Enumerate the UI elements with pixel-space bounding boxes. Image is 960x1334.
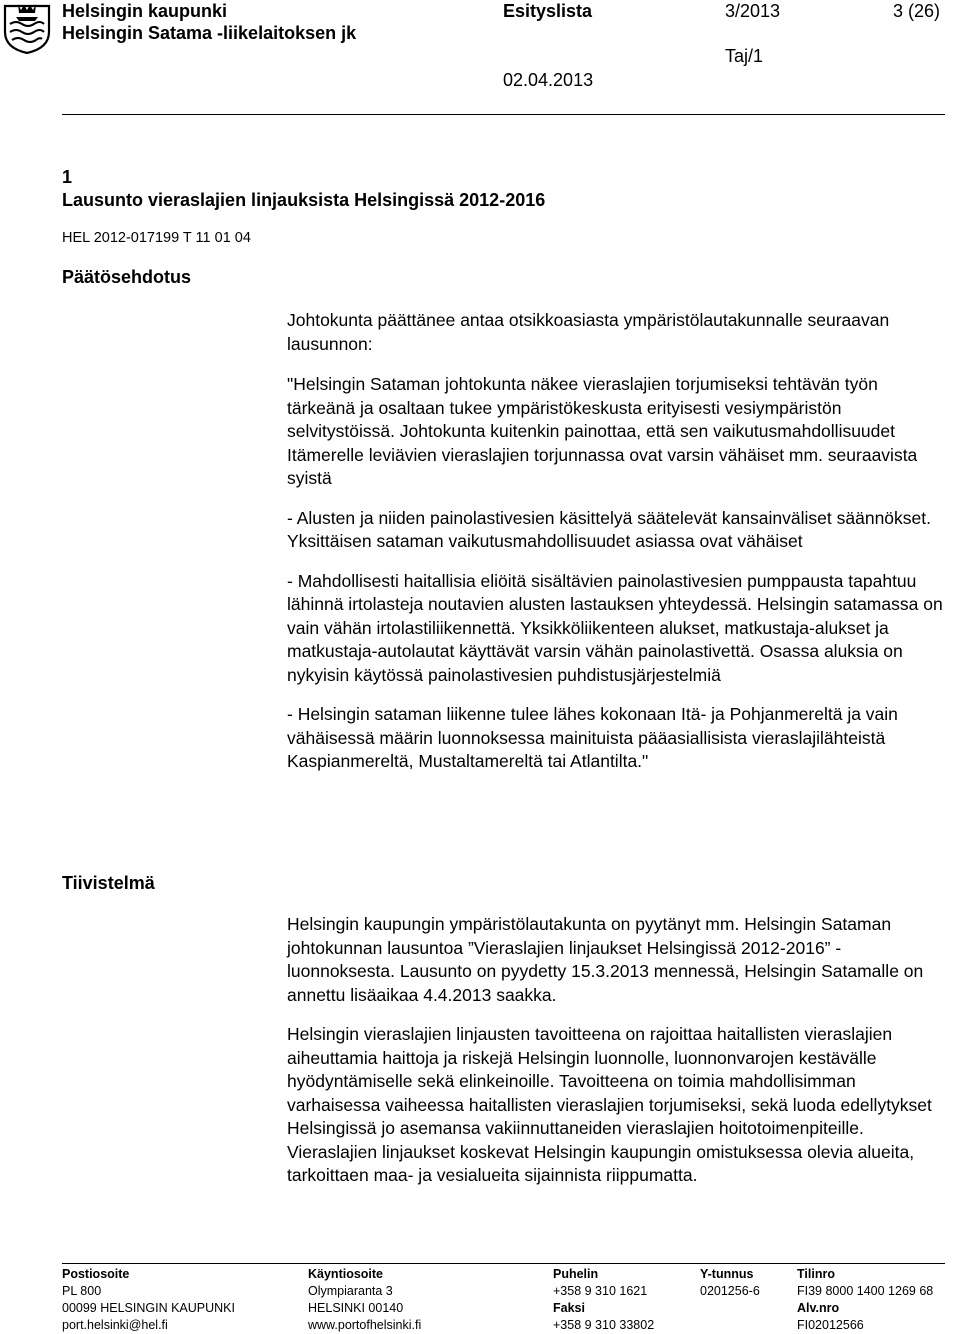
footer-website-link[interactable]: www.portofhelsinki.fi [308,1318,422,1332]
summary-paragraph-request: Helsingin kaupungin ympäristölautakunta on pyytänyt mm. Helsingin Sataman johtokunnan lausuntoa ”Vieraslajien linjaukset Helsingissä 2012-2016” -luonnoksesta. Lausunto on pyydetty 15.3.2013 mennessä, Helsingin Satamalle on annettu lisäaikaa 4.4.2013 saakka. [287,914,924,1005]
organization-name: Helsingin kaupunki [62,1,228,21]
organization-unit: Helsingin Satama -liikelaitoksen jk [62,23,357,43]
footer-account-vat: Tilinro FI39 8000 1400 1269 68 Alv.nro FI02012566 [797,1267,934,1332]
proposal-bullet-ballast-water: - Mahdollisesti haitallisia eliöitä sisältävien painolastivesien pumppausta tapahtuu lähinnä irtolasteja noutavien alusten lastauksen yhteydessä. Helsingin satamassa on vain vähän irtolastiliikennettä. Yksikköliikenteen alukset, matkustaja-alukset ja matkustaja-autolautat käyttävät varsin vähän painolastivettä. Osassa aluksia on nykyisin käytössä painolastivesien puhdistusjärjestelmiä [287,570,943,685]
proposal-intro: Johtokunta päättänee antaa otsikkoasiasta ympäristölautakunnalle seuraavan lausunnon: [287,310,890,354]
proposal-heading: Päätösehdotus [62,267,192,287]
footer-divider [62,1263,945,1264]
summary-heading: Tiivistelmä [62,873,155,893]
footer-business-id: Y-tunnus 0201256-6 [700,1267,760,1298]
footer-visiting-address: Käyntiosoite Olympiaranta 3 HELSINKI 00140 www.portofhelsinki.fi [308,1267,422,1332]
item-number: 1 [62,167,73,187]
footer-phone-fax: Puhelin +358 9 310 1621 Faksi +358 9 310 33802 [553,1267,655,1332]
helsinki-coat-of-arms-logo [2,2,52,54]
proposal-statement: "Helsingin Sataman johtokunta näkee vieraslajien torjumiseksi tehtävän työn tärkeänä ja osaltaan tukee ympäristökeskusta erityisesti vesiympäristön selvitystöissä. Johtokunta kuitenkin painottaa, että sen vaikutusmahdollisuudet Itämerelle leviävien vieraslajien torjunnassa ovat varsin vähäiset mm. seuraavista syistä [287,374,918,488]
summary-body [287,913,947,1188]
footer-email-link[interactable]: port.helsinki@hel.fi [62,1318,168,1332]
case-id: HEL 2012-017199 T 11 01 04 [62,230,251,246]
proposal-body [287,309,947,774]
summary-paragraph-goals: Helsingin vieraslajien linjausten tavoitteena on rajoittaa haitallisten vieraslajien aiheuttamia haittoja ja riskejä Helsingin luonnolle, luonnonvarojen kestävälle hyödyntämiselle sekä elinkeinoille. Tavoitteena on toimia mahdollisimman varhaisessa vaiheessa haitallisten vieraslajien torjumiseksi, sekä luoda edellytykset Helsingissä jo asemansa vakiinnuttaneiden vieraslajien hoitotoimenpiteille. Vieraslajien linjaukset koskevat Helsingin kaupungin omistuksessa olevia alueita, tarkoittaen maa- ja vesialueita sijainnista riippumatta. [287,1024,932,1185]
header-divider [62,114,945,115]
document-type: Esityslista [503,1,593,21]
document-number: 3/2013 [725,1,781,21]
proposal-bullet-regulations: - Alusten ja niiden painolastivesien käsittelyä säätelevät kansainväliset säännökset. Yksittäisen sataman vaikutusmahdollisuudet asiassa ovat vähäiset [287,507,931,551]
case-reference: Taj/1 [725,46,764,66]
page-count: 3 (26) [893,1,941,21]
proposal-bullet-traffic-origin: - Helsingin sataman liikenne tulee lähes kokonaan Itä- ja Pohjanmereltä ja vain vähäisessä määrin luonnoksessa mainituista pääasiallisista vieraslajilähteistä Kaspianmereltä, Mustaltamereltä tai Atlantilta." [287,704,898,771]
item-title: Lausunto vieraslajien linjauksista Helsingissä 2012-2016 [62,190,546,210]
meeting-date: 02.04.2013 [503,70,594,90]
footer-postal-address: Postiosoite PL 800 00099 HELSINGIN KAUPUNKI port.helsinki@hel.fi [62,1267,235,1332]
